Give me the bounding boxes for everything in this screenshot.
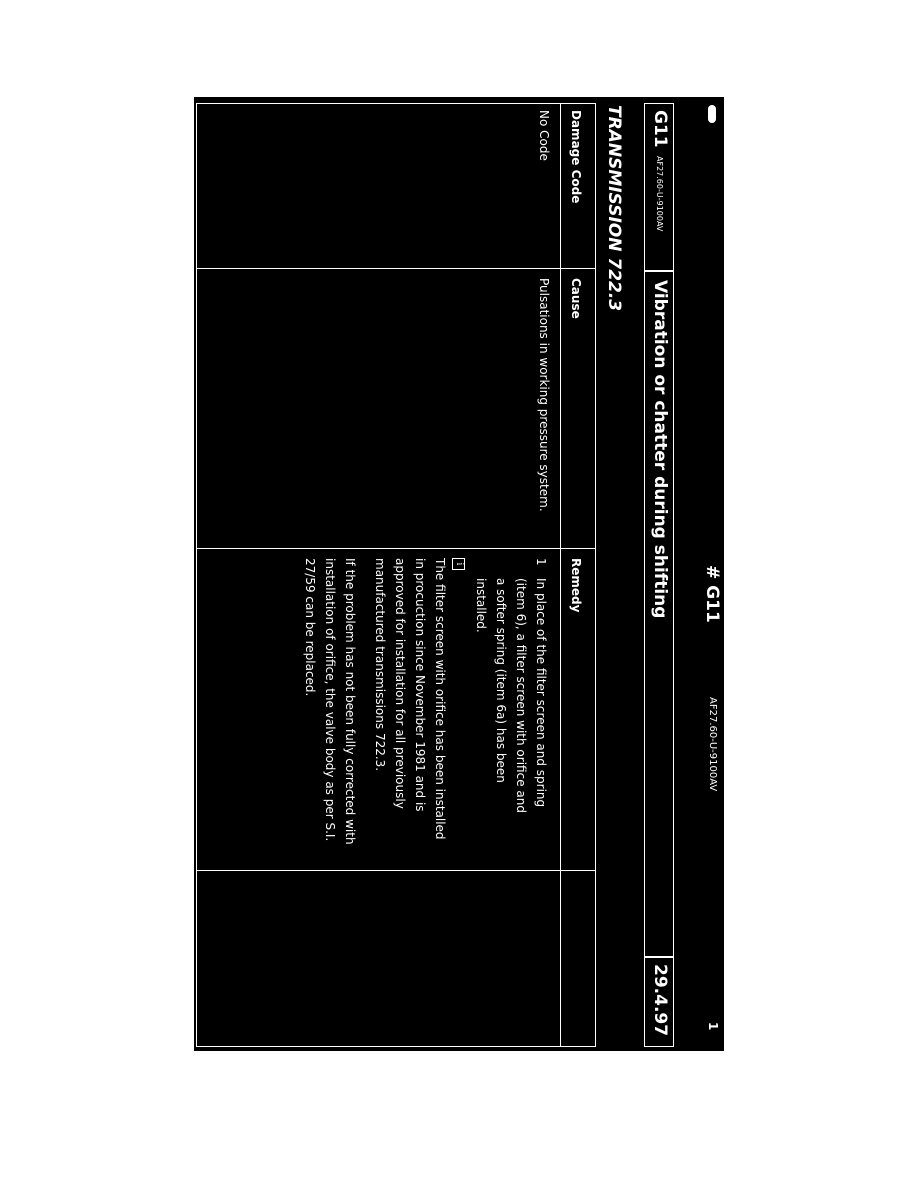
remedy-step-text: In place of the filter screen and spring (item 6), a filter screen with orifice and a softer spring (item 6a) has been installed. (474, 578, 548, 813)
remedy-info-note: The filter screen with orifice has been installed in procuction since November 1981 and is approved for installation for all previously manufactured transmissions 722.3. (373, 558, 447, 840)
header-row-divider (560, 104, 561, 1046)
remedy-step (471, 558, 551, 858)
page-title: Vibration or chatter during shifting (650, 280, 670, 619)
remedy-cell (300, 558, 551, 858)
cause-cell: Pulsations in working pressure system. (537, 278, 551, 512)
section-title: TRANSMISSION 722.3 (604, 105, 624, 312)
column-header-damage-code: Damage Code (569, 110, 583, 204)
column-divider (197, 268, 595, 269)
column-divider (197, 870, 595, 871)
title-bar-code: G11 (650, 110, 670, 148)
column-header-remedy: Remedy (569, 558, 583, 613)
diagnosis-table (196, 103, 596, 1047)
header-doc-id: AF27.60-U-9100AV (707, 697, 718, 792)
title-bar-doc-id: AF27.60-U-9100AV (655, 156, 664, 232)
document-sheet (194, 97, 724, 1051)
scanned-page (194, 97, 724, 1051)
title-bar-divider (645, 270, 673, 272)
remedy-followup-note: If the problem has not been fully corrected with installation of orifice, the valve body as per S.I. 27/59 can be replaced. (303, 558, 357, 845)
damage-code-cell: No Code (537, 110, 551, 161)
column-header-cause: Cause (569, 278, 583, 319)
running-header (698, 97, 724, 1051)
header-code: # G11 (702, 565, 722, 623)
column-divider (197, 548, 595, 549)
page-number: 1 (706, 1022, 720, 1031)
info-icon: i (452, 558, 465, 570)
title-bar-date: 29.4.97 (650, 964, 670, 1037)
title-bar-divider (645, 956, 673, 958)
remedy-step-number: 1 (534, 558, 548, 566)
brand-logo-icon (708, 105, 716, 123)
title-bar (644, 103, 674, 1047)
